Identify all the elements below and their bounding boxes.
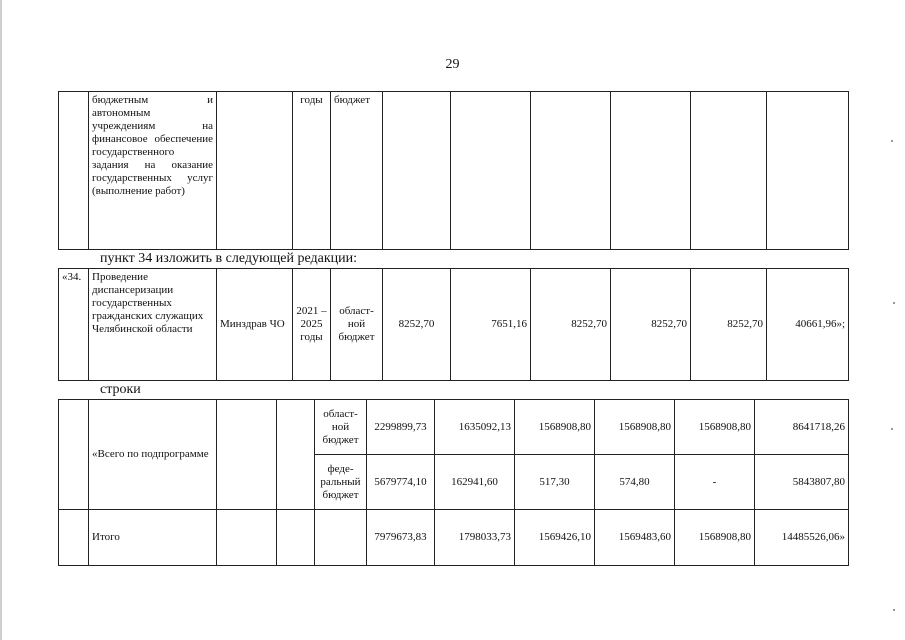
value-cell: 1635092,13 — [435, 400, 515, 455]
source-cell: бюджет — [331, 92, 383, 250]
value-cell: 8641718,26 — [755, 400, 849, 455]
value-cell: 1568908,80 — [675, 400, 755, 455]
label-cell: «Всего по подпрограмме — [89, 400, 217, 510]
table-row — [59, 400, 849, 455]
value-cell: 7979673,83 — [367, 510, 435, 566]
instruction-text: пункт 34 изложить в следующей редакции: — [100, 251, 357, 266]
period-cell — [277, 400, 315, 510]
scan-speck — [893, 302, 895, 304]
period-cell: годы — [293, 92, 331, 250]
value-cell: 1568908,80 — [515, 400, 595, 455]
table-row — [59, 269, 849, 381]
scan-speck — [891, 428, 893, 430]
value-cell: 162941,60 — [435, 455, 515, 510]
value-cell: 40661,96»; — [767, 269, 849, 381]
period-cell: 2021 – 2025 годы — [293, 269, 331, 381]
value-cell: 5843807,80 — [755, 455, 849, 510]
description-cell: Проведение диспансеризации государственных гражданских служащих Челябинской области — [89, 269, 217, 381]
item-34-table — [58, 268, 849, 381]
label-cell: Итого — [89, 510, 217, 566]
value-cell: 8252,70 — [691, 269, 767, 381]
number-cell — [59, 400, 89, 510]
value-cell — [451, 92, 531, 250]
value-cell: 14485526,06» — [755, 510, 849, 566]
page-number: 29 — [445, 57, 460, 72]
source-cell: област-ной бюджет — [315, 400, 367, 455]
number-cell — [59, 92, 89, 250]
value-cell: 7651,16 — [451, 269, 531, 381]
table-row — [59, 510, 849, 566]
value-cell: 574,80 — [595, 455, 675, 510]
scan-speck — [893, 609, 895, 611]
value-cell: 1569483,60 — [595, 510, 675, 566]
value-cell: - — [675, 455, 755, 510]
executor-cell — [217, 92, 293, 250]
instruction-text: строки — [100, 382, 141, 397]
value-cell: 517,30 — [515, 455, 595, 510]
summary-table — [58, 399, 849, 566]
value-cell: 8252,70 — [383, 269, 451, 381]
scan-speck — [891, 140, 893, 142]
value-cell — [383, 92, 451, 250]
page-edge — [0, 0, 2, 640]
number-cell — [59, 510, 89, 566]
source-cell: феде-ральный бюджет — [315, 455, 367, 510]
value-cell: 1569426,10 — [515, 510, 595, 566]
value-cell — [767, 92, 849, 250]
value-cell: 1798033,73 — [435, 510, 515, 566]
value-cell: 5679774,10 — [367, 455, 435, 510]
source-cell — [315, 510, 367, 566]
value-cell — [531, 92, 611, 250]
executor-cell — [217, 510, 277, 566]
number-cell: «34. — [59, 269, 89, 381]
period-cell — [277, 510, 315, 566]
description-cell: бюджетным и автономным учреждениям на финансовое обеспечение государственного задания на оказание государственных услуг (выполнение работ) — [89, 92, 217, 250]
value-cell: 1568908,80 — [675, 510, 755, 566]
value-cell — [611, 92, 691, 250]
executor-cell — [217, 400, 277, 510]
executor-cell: Минздрав ЧО — [217, 269, 293, 381]
table-row — [59, 92, 849, 250]
value-cell: 8252,70 — [531, 269, 611, 381]
value-cell — [691, 92, 767, 250]
continued-table — [58, 91, 849, 250]
value-cell: 8252,70 — [611, 269, 691, 381]
source-cell: област-ной бюджет — [331, 269, 383, 381]
value-cell: 1568908,80 — [595, 400, 675, 455]
value-cell: 2299899,73 — [367, 400, 435, 455]
